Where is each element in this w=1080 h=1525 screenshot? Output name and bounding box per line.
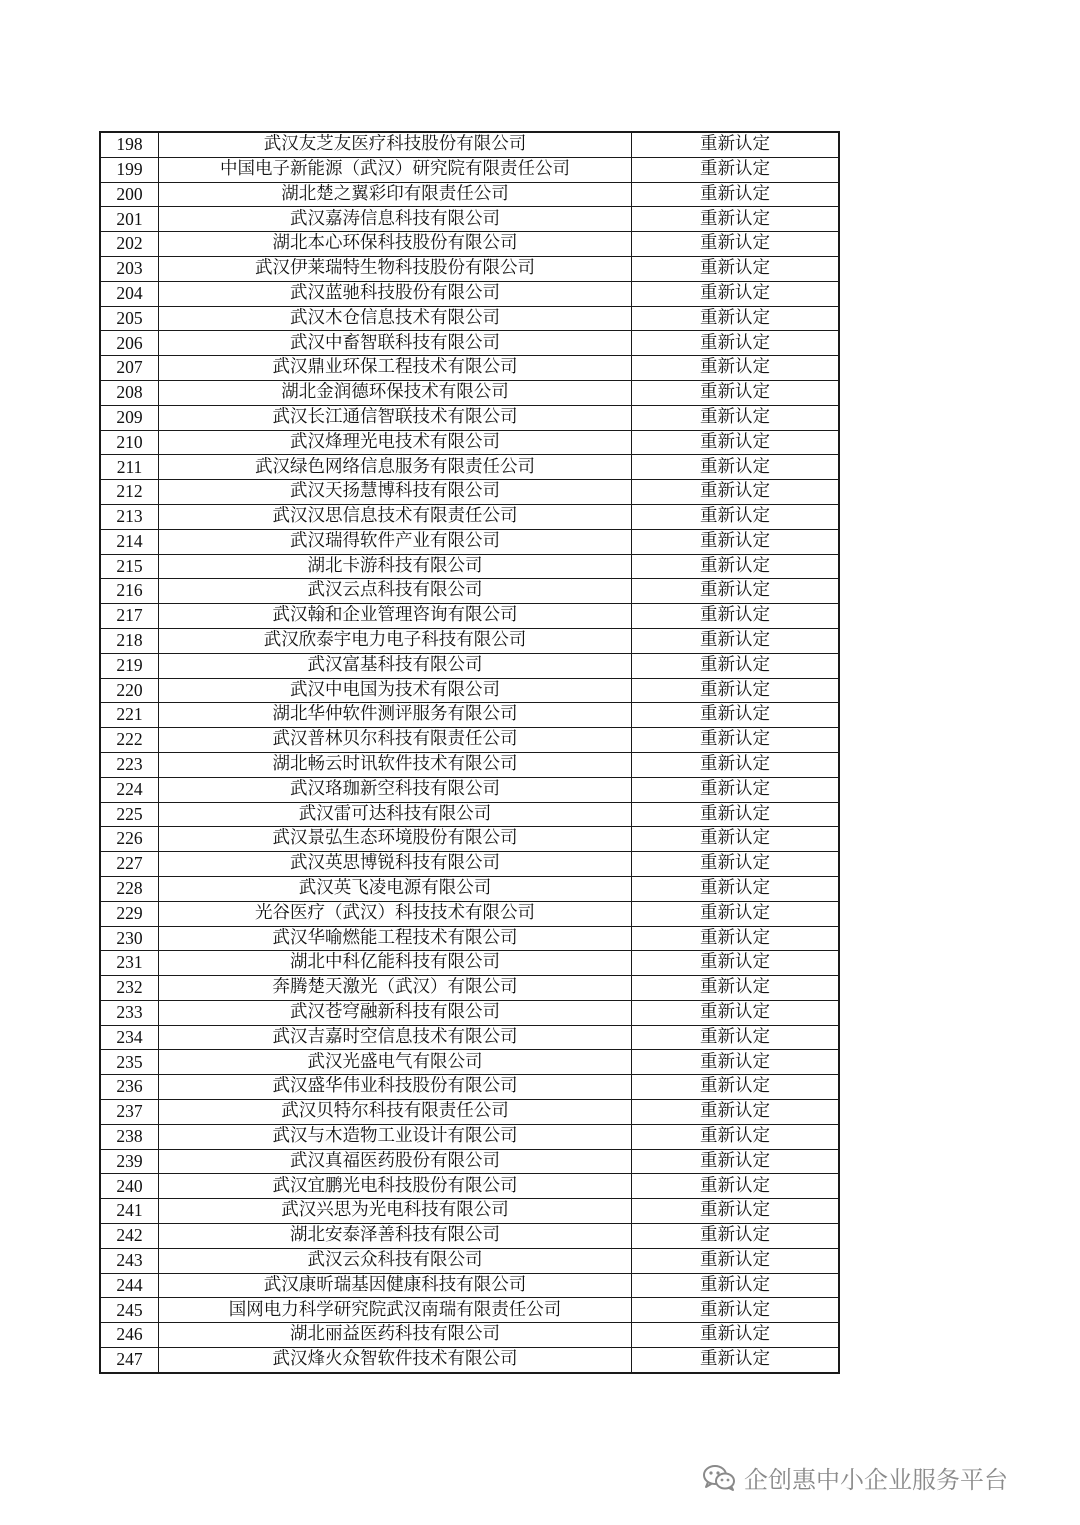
table-row bbox=[100, 1199, 839, 1224]
row-number: 220 bbox=[100, 678, 159, 703]
table-row bbox=[100, 1273, 839, 1298]
company-name: 武汉富基科技有限公司 bbox=[159, 653, 632, 678]
company-name: 武汉瑞得软件产业有限公司 bbox=[159, 529, 632, 554]
table-row bbox=[100, 1298, 839, 1323]
table-row bbox=[100, 852, 839, 877]
table-row bbox=[100, 976, 839, 1001]
table-row bbox=[100, 901, 839, 926]
certification-type: 重新认定 bbox=[632, 1224, 840, 1249]
table-row bbox=[100, 1075, 839, 1100]
company-name: 武汉康昕瑞基因健康科技有限公司 bbox=[159, 1273, 632, 1298]
table-row bbox=[100, 1174, 839, 1199]
row-number: 218 bbox=[100, 628, 159, 653]
row-number: 237 bbox=[100, 1100, 159, 1125]
company-list-table bbox=[99, 131, 840, 1374]
certification-type: 重新认定 bbox=[632, 827, 840, 852]
company-name: 武汉英思博锐科技有限公司 bbox=[159, 852, 632, 877]
row-number: 243 bbox=[100, 1248, 159, 1273]
row-number: 208 bbox=[100, 380, 159, 405]
table-row bbox=[100, 926, 839, 951]
certification-type: 重新认定 bbox=[632, 380, 840, 405]
company-name: 武汉翰和企业管理咨询有限公司 bbox=[159, 604, 632, 629]
table-row bbox=[100, 628, 839, 653]
certification-type: 重新认定 bbox=[632, 504, 840, 529]
row-number: 198 bbox=[100, 132, 159, 157]
certification-type: 重新认定 bbox=[632, 356, 840, 381]
table-row bbox=[100, 157, 839, 182]
certification-type: 重新认定 bbox=[632, 852, 840, 877]
company-name: 湖北安泰泽善科技有限公司 bbox=[159, 1224, 632, 1249]
row-number: 244 bbox=[100, 1273, 159, 1298]
company-name: 湖北楚之翼彩印有限责任公司 bbox=[159, 182, 632, 207]
company-name: 湖北畅云时讯软件技术有限公司 bbox=[159, 752, 632, 777]
company-name: 武汉蓝驰科技股份有限公司 bbox=[159, 281, 632, 306]
row-number: 235 bbox=[100, 1050, 159, 1075]
row-number: 241 bbox=[100, 1199, 159, 1224]
row-number: 229 bbox=[100, 901, 159, 926]
row-number: 231 bbox=[100, 951, 159, 976]
company-name: 武汉云众科技有限公司 bbox=[159, 1248, 632, 1273]
table-row bbox=[100, 678, 839, 703]
company-name: 武汉欣泰宇电力电子科技有限公司 bbox=[159, 628, 632, 653]
row-number: 219 bbox=[100, 653, 159, 678]
row-number: 225 bbox=[100, 802, 159, 827]
table-row bbox=[100, 802, 839, 827]
company-name: 湖北本心环保科技股份有限公司 bbox=[159, 232, 632, 257]
table-row bbox=[100, 1124, 839, 1149]
table-row bbox=[100, 1149, 839, 1174]
row-number: 202 bbox=[100, 232, 159, 257]
row-number: 207 bbox=[100, 356, 159, 381]
watermark-text: 企创惠中小企业服务平台 bbox=[744, 1466, 1008, 1494]
row-number: 217 bbox=[100, 604, 159, 629]
company-name: 武汉景弘生态环境股份有限公司 bbox=[159, 827, 632, 852]
company-name: 湖北丽益医药科技有限公司 bbox=[159, 1323, 632, 1348]
row-number: 216 bbox=[100, 579, 159, 604]
certification-type: 重新认定 bbox=[632, 1199, 840, 1224]
table-row bbox=[100, 703, 839, 728]
certification-type: 重新认定 bbox=[632, 802, 840, 827]
company-name: 武汉烽理光电技术有限公司 bbox=[159, 430, 632, 455]
row-number: 200 bbox=[100, 182, 159, 207]
row-number: 236 bbox=[100, 1075, 159, 1100]
certification-type: 重新认定 bbox=[632, 1273, 840, 1298]
company-name: 湖北金润德环保技术有限公司 bbox=[159, 380, 632, 405]
company-name: 武汉雷可达科技有限公司 bbox=[159, 802, 632, 827]
certification-type: 重新认定 bbox=[632, 703, 840, 728]
certification-type: 重新认定 bbox=[632, 331, 840, 356]
table-row bbox=[100, 1248, 839, 1273]
company-name: 武汉吉嘉时空信息技术有限公司 bbox=[159, 1025, 632, 1050]
row-number: 245 bbox=[100, 1298, 159, 1323]
company-name: 武汉珞珈新空科技有限公司 bbox=[159, 777, 632, 802]
company-name: 中国电子新能源（武汉）研究院有限责任公司 bbox=[159, 157, 632, 182]
table-row bbox=[100, 752, 839, 777]
row-number: 203 bbox=[100, 256, 159, 281]
table-row bbox=[100, 331, 839, 356]
table-row bbox=[100, 281, 839, 306]
certification-type: 重新认定 bbox=[632, 777, 840, 802]
table-row bbox=[100, 529, 839, 554]
company-name: 武汉华喻燃能工程技术有限公司 bbox=[159, 926, 632, 951]
row-number: 214 bbox=[100, 529, 159, 554]
company-name: 武汉贝特尔科技有限责任公司 bbox=[159, 1100, 632, 1125]
row-number: 246 bbox=[100, 1323, 159, 1348]
company-name: 武汉鼎业环保工程技术有限公司 bbox=[159, 356, 632, 381]
certification-type: 重新认定 bbox=[632, 1124, 840, 1149]
table-row bbox=[100, 1000, 839, 1025]
row-number: 206 bbox=[100, 331, 159, 356]
certification-type: 重新认定 bbox=[632, 1075, 840, 1100]
company-name: 武汉友芝友医疗科技股份有限公司 bbox=[159, 132, 632, 157]
certification-type: 重新认定 bbox=[632, 604, 840, 629]
certification-type: 重新认定 bbox=[632, 1248, 840, 1273]
row-number: 210 bbox=[100, 430, 159, 455]
row-number: 232 bbox=[100, 976, 159, 1001]
company-name: 武汉宜鹏光电科技股份有限公司 bbox=[159, 1174, 632, 1199]
company-name: 光谷医疗（武汉）科技技术有限公司 bbox=[159, 901, 632, 926]
row-number: 222 bbox=[100, 728, 159, 753]
row-number: 242 bbox=[100, 1224, 159, 1249]
certification-type: 重新认定 bbox=[632, 132, 840, 157]
certification-type: 重新认定 bbox=[632, 678, 840, 703]
certification-type: 重新认定 bbox=[632, 306, 840, 331]
row-number: 223 bbox=[100, 752, 159, 777]
row-number: 233 bbox=[100, 1000, 159, 1025]
certification-type: 重新认定 bbox=[632, 1050, 840, 1075]
company-name: 奔腾楚天激光（武汉）有限公司 bbox=[159, 976, 632, 1001]
table-row bbox=[100, 455, 839, 480]
certification-type: 重新认定 bbox=[632, 1348, 840, 1373]
row-number: 221 bbox=[100, 703, 159, 728]
table-row bbox=[100, 132, 839, 157]
table-row bbox=[100, 876, 839, 901]
certification-type: 重新认定 bbox=[632, 157, 840, 182]
row-number: 228 bbox=[100, 876, 159, 901]
certification-type: 重新认定 bbox=[632, 405, 840, 430]
wechat-icon bbox=[702, 1464, 736, 1492]
row-number: 224 bbox=[100, 777, 159, 802]
certification-type: 重新认定 bbox=[632, 1100, 840, 1125]
certification-type: 重新认定 bbox=[632, 554, 840, 579]
certification-type: 重新认定 bbox=[632, 1174, 840, 1199]
company-name: 武汉长江通信智联技术有限公司 bbox=[159, 405, 632, 430]
table-row bbox=[100, 232, 839, 257]
company-name: 武汉天扬慧博科技有限公司 bbox=[159, 480, 632, 505]
certification-type: 重新认定 bbox=[632, 579, 840, 604]
company-name: 武汉伊莱瑞特生物科技股份有限公司 bbox=[159, 256, 632, 281]
company-name: 武汉与木造物工业设计有限公司 bbox=[159, 1124, 632, 1149]
row-number: 230 bbox=[100, 926, 159, 951]
table-row bbox=[100, 1323, 839, 1348]
company-name: 湖北华仲软件测评服务有限公司 bbox=[159, 703, 632, 728]
certification-type: 重新认定 bbox=[632, 1323, 840, 1348]
table-row bbox=[100, 827, 839, 852]
company-name: 武汉云点科技有限公司 bbox=[159, 579, 632, 604]
certification-type: 重新认定 bbox=[632, 876, 840, 901]
row-number: 226 bbox=[100, 827, 159, 852]
row-number: 199 bbox=[100, 157, 159, 182]
table-row bbox=[100, 1050, 839, 1075]
company-name: 国网电力科学研究院武汉南瑞有限责任公司 bbox=[159, 1298, 632, 1323]
certification-type: 重新认定 bbox=[632, 1000, 840, 1025]
table-row bbox=[100, 504, 839, 529]
company-name: 湖北中科亿能科技有限公司 bbox=[159, 951, 632, 976]
table-row bbox=[100, 480, 839, 505]
company-name: 武汉英飞凌电源有限公司 bbox=[159, 876, 632, 901]
table-row bbox=[100, 777, 839, 802]
certification-type: 重新认定 bbox=[632, 728, 840, 753]
table-row bbox=[100, 554, 839, 579]
row-number: 204 bbox=[100, 281, 159, 306]
table-row bbox=[100, 207, 839, 232]
table-row bbox=[100, 951, 839, 976]
table-row bbox=[100, 1025, 839, 1050]
table-row bbox=[100, 1224, 839, 1249]
company-name: 武汉嘉涛信息科技有限公司 bbox=[159, 207, 632, 232]
row-number: 201 bbox=[100, 207, 159, 232]
company-name: 武汉兴思为光电科技有限公司 bbox=[159, 1199, 632, 1224]
row-number: 212 bbox=[100, 480, 159, 505]
company-name: 武汉盛华伟业科技股份有限公司 bbox=[159, 1075, 632, 1100]
table-row bbox=[100, 579, 839, 604]
row-number: 205 bbox=[100, 306, 159, 331]
certification-type: 重新认定 bbox=[632, 480, 840, 505]
certification-type: 重新认定 bbox=[632, 281, 840, 306]
certification-type: 重新认定 bbox=[632, 529, 840, 554]
table-row bbox=[100, 380, 839, 405]
company-name: 武汉绿色网络信息服务有限责任公司 bbox=[159, 455, 632, 480]
table-row bbox=[100, 728, 839, 753]
certification-type: 重新认定 bbox=[632, 455, 840, 480]
certification-type: 重新认定 bbox=[632, 951, 840, 976]
company-name: 湖北卡游科技有限公司 bbox=[159, 554, 632, 579]
company-name: 武汉烽火众智软件技术有限公司 bbox=[159, 1348, 632, 1373]
certification-type: 重新认定 bbox=[632, 207, 840, 232]
table-row bbox=[100, 653, 839, 678]
certification-type: 重新认定 bbox=[632, 256, 840, 281]
row-number: 209 bbox=[100, 405, 159, 430]
certification-type: 重新认定 bbox=[632, 232, 840, 257]
company-name: 武汉汉思信息技术有限责任公司 bbox=[159, 504, 632, 529]
table-row bbox=[100, 604, 839, 629]
table-row bbox=[100, 306, 839, 331]
row-number: 211 bbox=[100, 455, 159, 480]
watermark bbox=[702, 1460, 1008, 1495]
row-number: 240 bbox=[100, 1174, 159, 1199]
certification-type: 重新认定 bbox=[632, 1149, 840, 1174]
certification-type: 重新认定 bbox=[632, 628, 840, 653]
company-name: 武汉真福医药股份有限公司 bbox=[159, 1149, 632, 1174]
certification-type: 重新认定 bbox=[632, 430, 840, 455]
row-number: 238 bbox=[100, 1124, 159, 1149]
company-name: 武汉中电国为技术有限公司 bbox=[159, 678, 632, 703]
certification-type: 重新认定 bbox=[632, 901, 840, 926]
company-name: 武汉苍穹融新科技有限公司 bbox=[159, 1000, 632, 1025]
table-row bbox=[100, 182, 839, 207]
certification-type: 重新认定 bbox=[632, 182, 840, 207]
table-row bbox=[100, 430, 839, 455]
row-number: 227 bbox=[100, 852, 159, 877]
certification-type: 重新认定 bbox=[632, 752, 840, 777]
company-name: 武汉光盛电气有限公司 bbox=[159, 1050, 632, 1075]
certification-type: 重新认定 bbox=[632, 1298, 840, 1323]
row-number: 239 bbox=[100, 1149, 159, 1174]
row-number: 215 bbox=[100, 554, 159, 579]
row-number: 234 bbox=[100, 1025, 159, 1050]
certification-type: 重新认定 bbox=[632, 653, 840, 678]
certification-type: 重新认定 bbox=[632, 976, 840, 1001]
table-row bbox=[100, 356, 839, 381]
certification-type: 重新认定 bbox=[632, 1025, 840, 1050]
table-row bbox=[100, 256, 839, 281]
row-number: 213 bbox=[100, 504, 159, 529]
table-row bbox=[100, 1348, 839, 1373]
company-name: 武汉中畜智联科技有限公司 bbox=[159, 331, 632, 356]
company-list-body bbox=[100, 132, 839, 1373]
certification-type: 重新认定 bbox=[632, 926, 840, 951]
table-row bbox=[100, 1100, 839, 1125]
table-row bbox=[100, 405, 839, 430]
row-number: 247 bbox=[100, 1348, 159, 1373]
company-name: 武汉普林贝尔科技有限责任公司 bbox=[159, 728, 632, 753]
company-name: 武汉木仓信息技术有限公司 bbox=[159, 306, 632, 331]
